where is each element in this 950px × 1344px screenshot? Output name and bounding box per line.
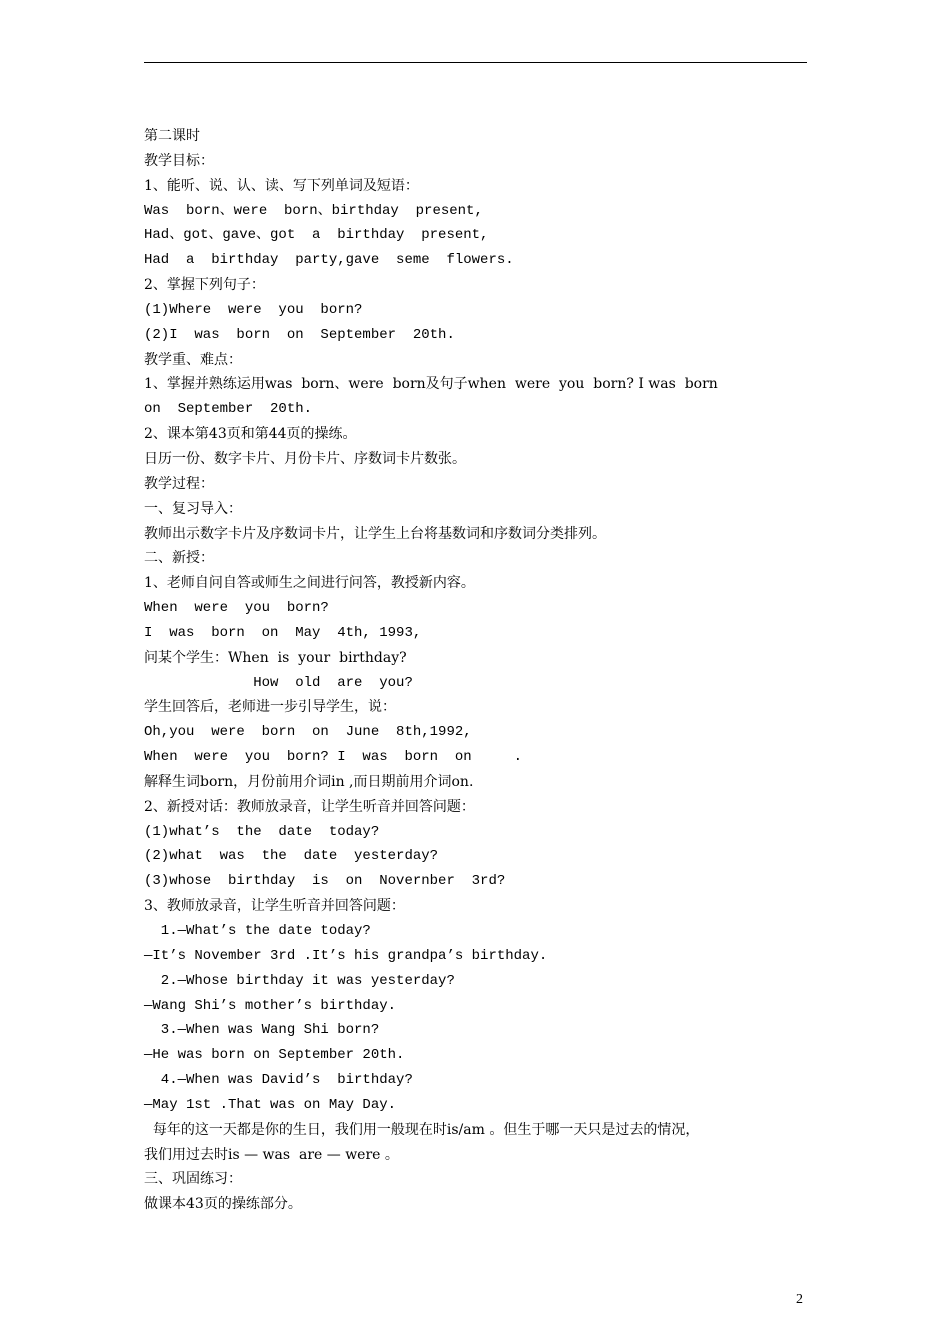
text-line: Had a birthday party,gave seme flowers. (144, 252, 514, 269)
text-line: 教师出示数字卡片及序数词卡片，让学生上台将基数词和序数词分类排列。 (144, 525, 606, 542)
text-line: (2)what was the date yesterday? (144, 848, 439, 865)
text-line: 2、课本第43页和第44页的操练。 (144, 426, 357, 443)
text-line: —He was born on September 20th. (144, 1047, 405, 1064)
text-line: 做课本43页的操练部分。 (144, 1196, 302, 1213)
text-line: I was born on May 4th, 1993, (144, 624, 422, 641)
text-line: 学生回答后，老师进一步引导学生，说： (144, 699, 396, 716)
text-line: 1、老师自问自答或师生之间进行问答，教授新内容。 (144, 575, 475, 592)
text-line: 教学重、难点： (144, 351, 242, 368)
text-line: When were you born? I was born on . (144, 749, 523, 766)
text-line: 3、教师放录音，让学生听音并回答问题： (144, 898, 405, 915)
text-line: —It’s November 3rd .It’s his grandpa’s birthday. (144, 947, 548, 964)
text-line: How old are you? (144, 674, 413, 691)
text-line: 2、新授对话：教师放录音，让学生听音并回答问题： (144, 798, 475, 815)
text-line: 教学过程： (144, 475, 214, 492)
text-line: 问某个学生：When is your birthday? (144, 649, 407, 666)
text-line: 2、掌握下列句子： (144, 277, 265, 294)
text-line: 三、巩固练习： (144, 1171, 242, 1188)
text-line: (1)what’s the date today? (144, 823, 380, 840)
text-line: 每年的这一天都是你的生日，我们用一般现在时is/am 。但生于哪一天只是过去的情况， (144, 1121, 700, 1138)
text-line: (3)whose birthday is on Novernber 3rd? (144, 873, 506, 890)
text-line: 日历一份、数字卡片、月份卡片、序数词卡片数张。 (144, 450, 466, 467)
text-line: Had、got、gave、got a birthday present, (144, 227, 489, 244)
text-line: Was born、were born、birthday present, (144, 202, 483, 219)
text-line: 1、能听、说、认、读、写下列单词及短语： (144, 177, 419, 194)
text-line: When were you born? (144, 600, 329, 617)
text-line: 2.—Whose birthday it was yesterday? (144, 972, 455, 989)
text-line: 4.—When was David’s birthday? (144, 1072, 413, 1089)
text-line: Oh,you were born on June 8th,1992, (144, 724, 472, 741)
text-line: 1.—What’s the date today? (144, 923, 371, 939)
text-line: 第二课时 (144, 128, 200, 144)
text-line: 一、复习导入： (144, 500, 242, 517)
text-line: 教学目标： (144, 152, 214, 169)
text-line: 1、掌握并熟练运用was born、were born及句子when were you born? I was born (144, 376, 718, 393)
text-line: 3.—When was Wang Shi born? (144, 1022, 380, 1039)
text-line: 我们用过去时is — was are — were 。 (144, 1146, 399, 1163)
lesson-plan-body (144, 124, 809, 1217)
page-number: 2 (796, 1292, 803, 1307)
text-line: (2)I was born on September 20th. (144, 326, 455, 343)
text-line: —Wang Shi’s mother’s birthday. (144, 997, 397, 1014)
text-line: —May 1st .That was on May Day. (144, 1096, 397, 1113)
header-rule (144, 62, 807, 63)
text-line: 二、新授： (144, 550, 214, 567)
text-line: (1)Where were you born? (144, 301, 363, 318)
text-line: on September 20th. (144, 401, 313, 418)
text-line: 解释生词born，月份前用介词in ,而日期前用介词on. (144, 773, 474, 790)
